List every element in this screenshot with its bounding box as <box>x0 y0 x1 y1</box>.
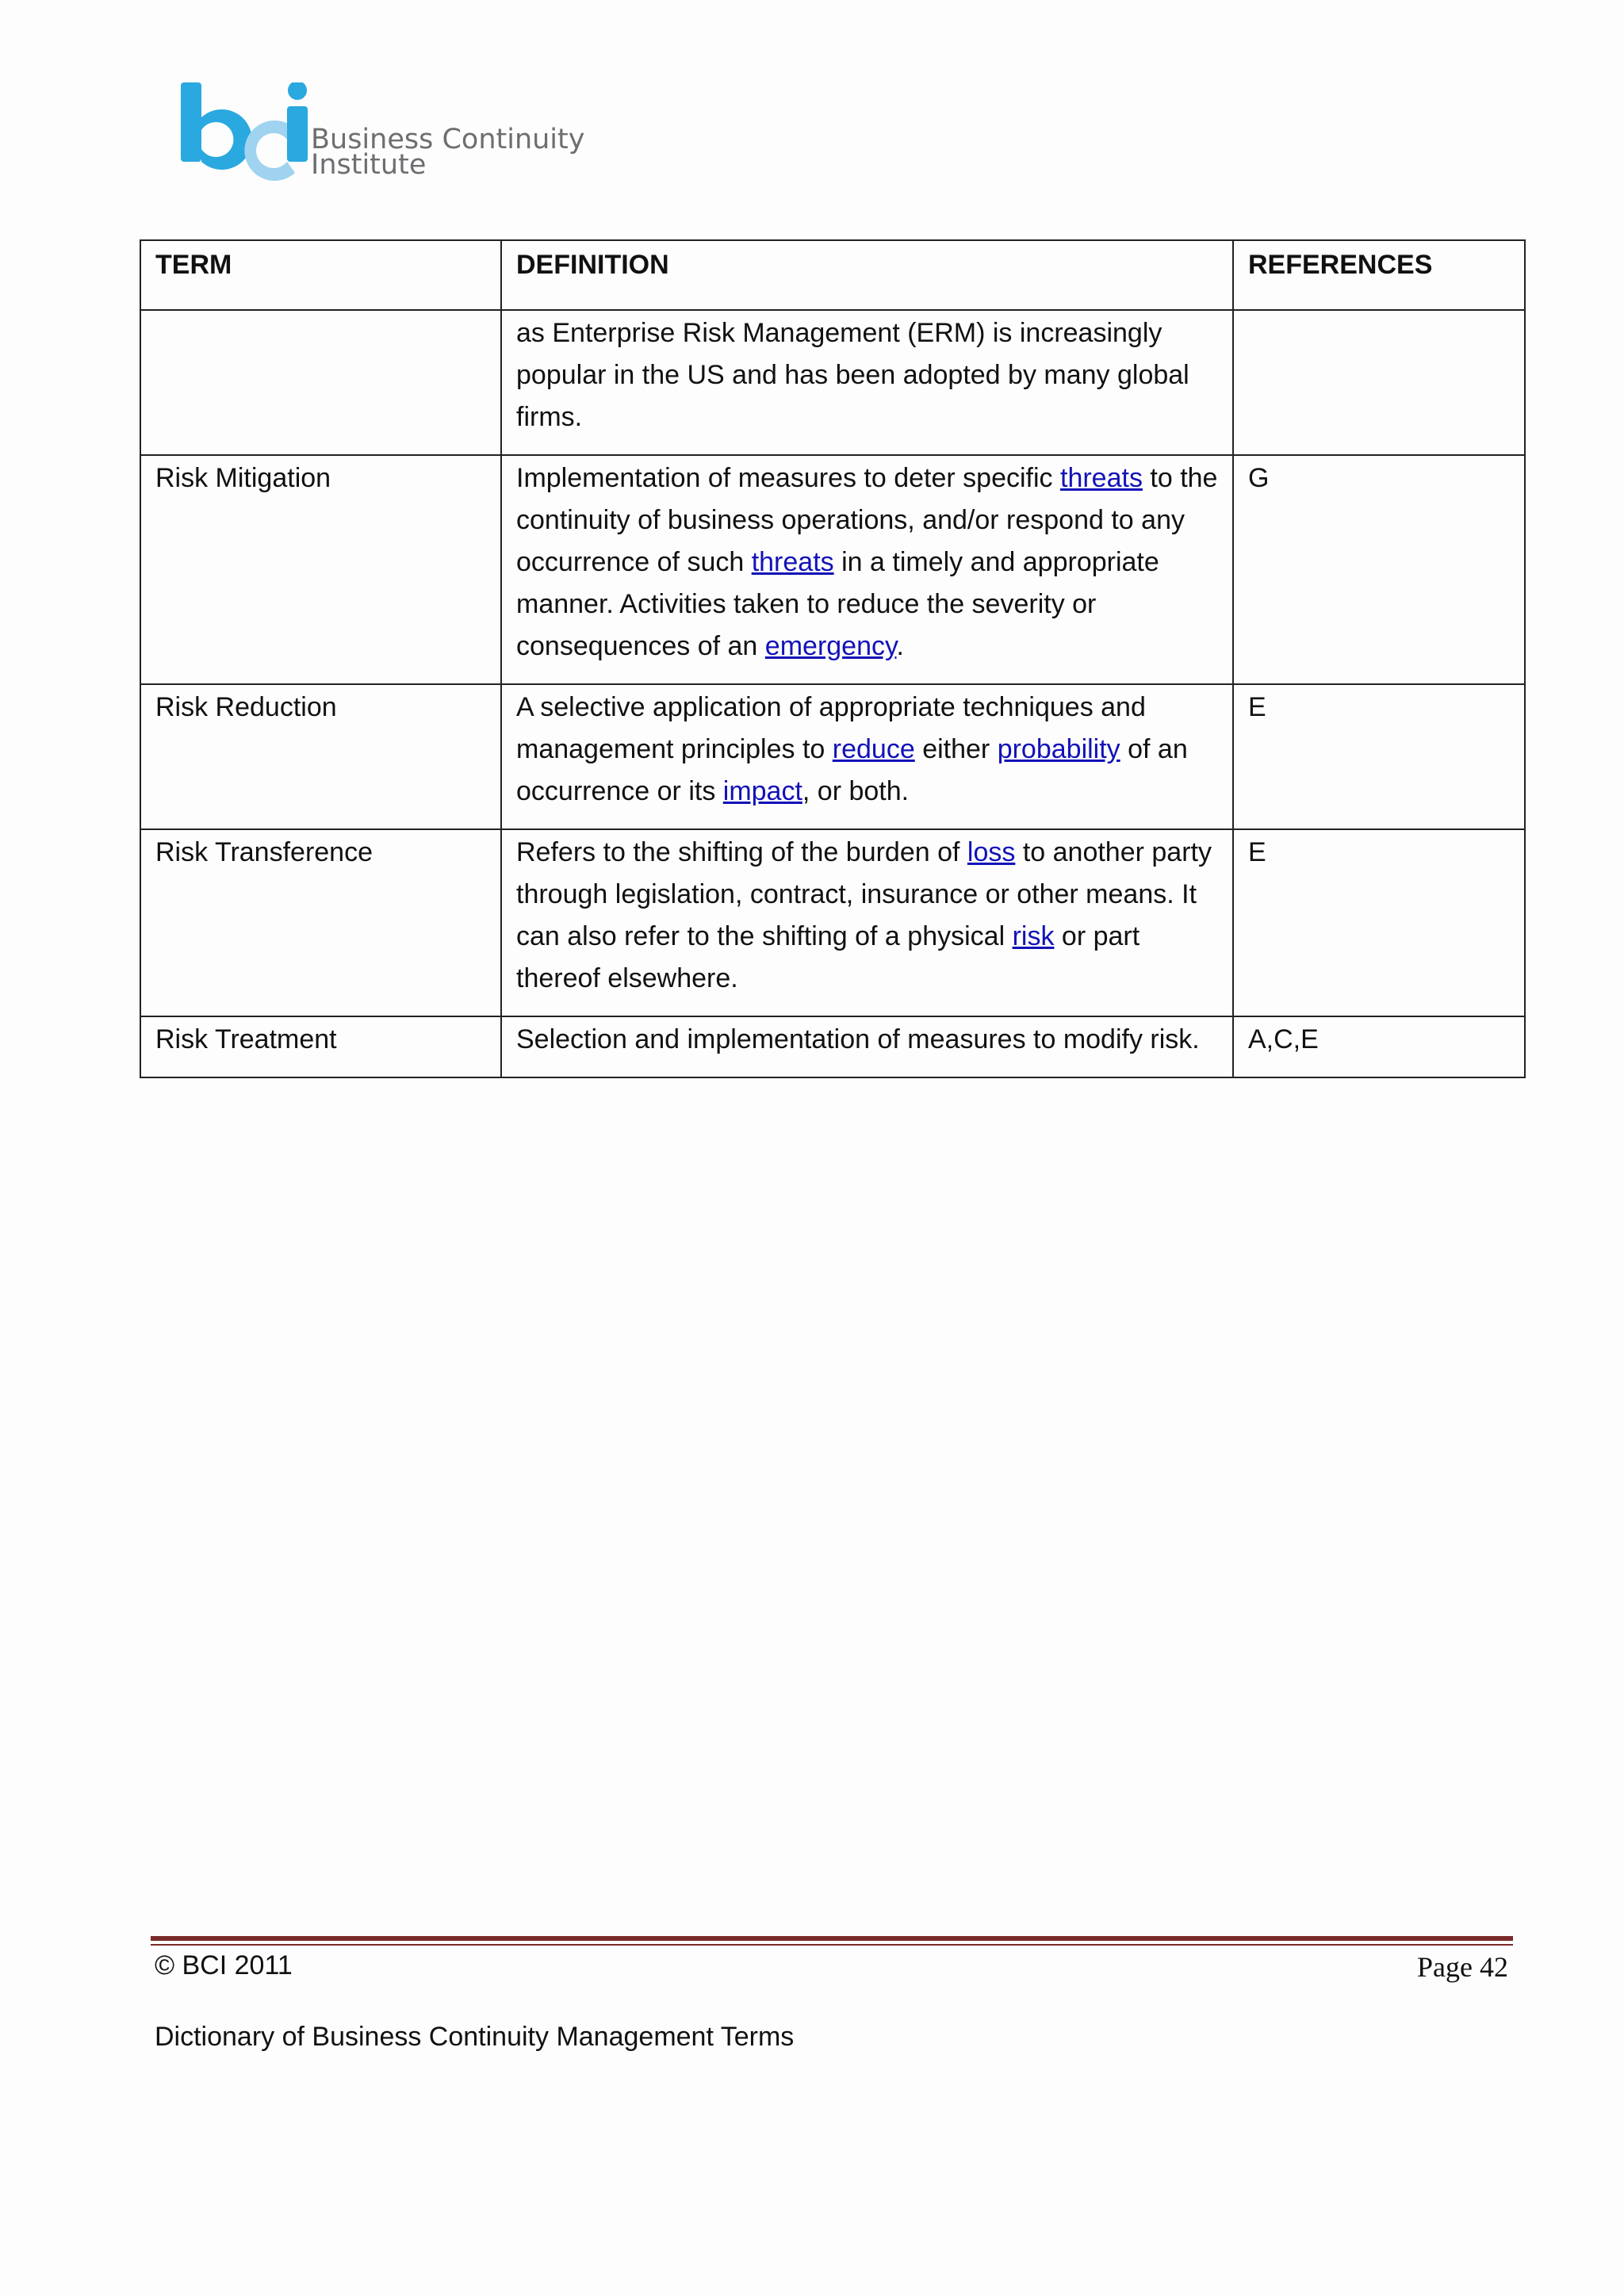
definition-cell: Refers to the shifting of the burden of loss to another party through legislation, contract, insurance or other means. It can also refer to the shifting of a physical risk or part thereof elsewhere. <box>501 829 1233 1016</box>
term-cell: Risk Reduction <box>140 684 501 829</box>
table-row <box>140 455 1525 684</box>
table-row <box>140 1016 1525 1077</box>
definition-link-reduce[interactable]: reduce <box>832 734 915 764</box>
logo-wordmark <box>311 124 585 181</box>
references-cell: A,C,E <box>1233 1016 1525 1077</box>
table-row <box>140 684 1525 829</box>
logo-i-stem <box>287 106 308 162</box>
references-cell: E <box>1233 684 1525 829</box>
definition-link-impact[interactable]: impact <box>722 776 802 806</box>
table-row <box>140 310 1525 455</box>
references-cell: G <box>1233 455 1525 684</box>
references-cell: E <box>1233 829 1525 1016</box>
footer-document-title: Dictionary of Business Continuity Management Terms <box>155 2022 795 2052</box>
table-row <box>140 829 1525 1016</box>
header-term: TERM <box>140 240 501 310</box>
definition-cell: Implementation of measures to deter specific threats to the continuity of business operations, and/or respond to any occurrence of such threats in a timely and appropriate manner. Activities taken to reduce the severity or consequences of an emergency. <box>501 455 1233 684</box>
logo-b-stem <box>181 82 201 162</box>
logo-line2: Institute <box>311 149 427 181</box>
footer-copyright: © BCI 2011 <box>155 1950 293 1980</box>
logo-i-dot <box>288 82 307 100</box>
definition-link-loss[interactable]: loss <box>967 837 1016 867</box>
header-definition: DEFINITION <box>501 240 1233 310</box>
table-header-row <box>140 240 1525 310</box>
footer-rule <box>151 1936 1513 1941</box>
references-cell <box>1233 310 1525 455</box>
logo-line1: Business Continuity <box>311 124 585 155</box>
definition-link-risk[interactable]: risk <box>1012 921 1055 951</box>
definition-link-threats[interactable]: threats <box>751 547 834 577</box>
term-cell <box>140 310 501 455</box>
footer-page-number: Page 42 <box>1417 1951 1508 1983</box>
definition-cell: A selective application of appropriate techniques and management principles to reduce either probability of an occurrence or its impact, or both. <box>501 684 1233 829</box>
terms-table <box>140 239 1526 1078</box>
definition-link-emergency[interactable]: emergency <box>764 631 897 661</box>
logo-b-bowl <box>201 109 252 170</box>
footer-rule-thin <box>151 1944 1513 1946</box>
definition-link-probability[interactable]: probability <box>997 734 1120 764</box>
definition-cell: as Enterprise Risk Management (ERM) is increasingly popular in the US and has been adopted by many global firms. <box>501 310 1233 455</box>
header-references: REFERENCES <box>1233 240 1525 310</box>
definition-cell: Selection and implementation of measures to modify risk. <box>501 1016 1233 1077</box>
term-cell: Risk Transference <box>140 829 501 1016</box>
term-cell: Risk Treatment <box>140 1016 501 1077</box>
term-cell: Risk Mitigation <box>140 455 501 684</box>
definition-link-threats[interactable]: threats <box>1060 463 1143 493</box>
